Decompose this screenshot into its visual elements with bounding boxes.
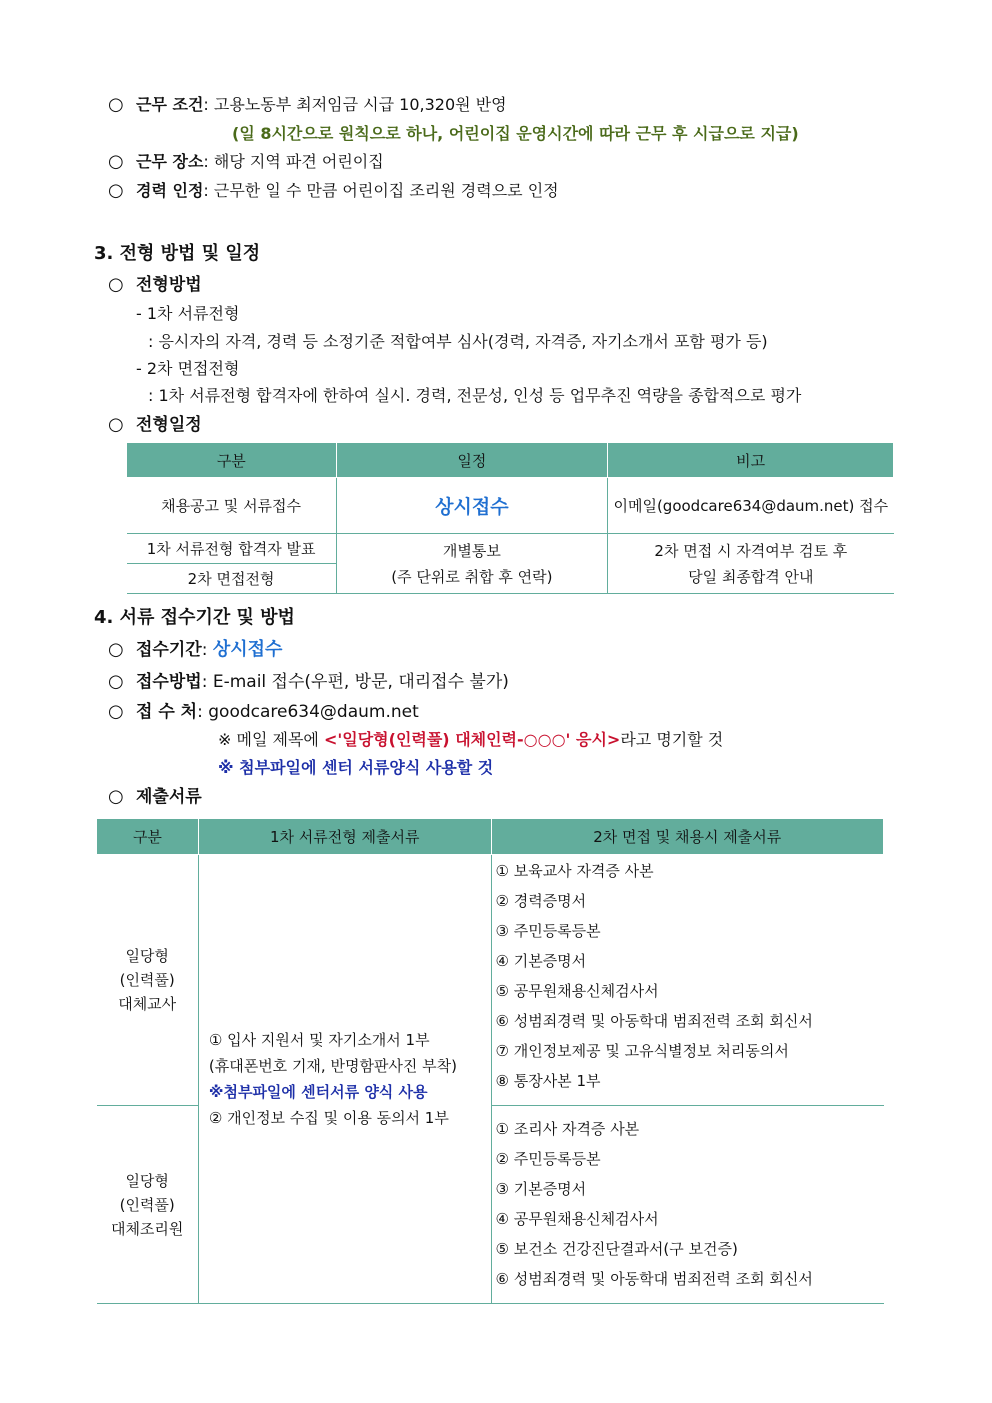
dest-line: ○ 접 수 처: goodcare634@daum.net: [108, 701, 419, 722]
circle-bullet-icon: ○: [108, 701, 124, 722]
circle-bullet-icon: ○: [108, 274, 124, 295]
list-item: ⑤ 공무원채용신체검사서: [495, 982, 659, 1000]
category-line: 대체교사: [118, 995, 177, 1013]
schedule-sched-line: (주 단위로 취합 후 연락): [391, 567, 553, 586]
docs-cook-list: [491, 1106, 884, 1304]
schedule-heading: [108, 410, 202, 435]
work-career: ○ 경력 인정: 근무한 일 수 만큼 어린이집 조리원 경력으로 인정: [108, 180, 559, 201]
submit-method-value: E-mail 접수(우편, 방문, 대리접수 불가): [212, 672, 509, 692]
list-item: ⑦ 개인정보제공 및 고유식별정보 처리동의서: [495, 1042, 789, 1060]
circle-bullet-icon: ○: [108, 786, 124, 807]
list-item: ⑤ 보건소 건강진단결과서(구 보건증): [495, 1240, 738, 1258]
note2: ※ 첨부파일에 센터 서류양식 사용할 것: [218, 758, 494, 777]
category-line: 일당형: [125, 1171, 169, 1190]
list-item: ④ 기본증명서: [495, 952, 587, 970]
circle-bullet-icon: ○: [108, 94, 124, 115]
schedule-sched-line: 개별통보: [442, 541, 501, 560]
list-item: ② 경력증명서: [495, 892, 587, 910]
step2: - 2차 면접전형: [136, 359, 240, 378]
schedule-header-date: 일정: [336, 443, 608, 478]
docs-category-teacher: [97, 855, 199, 1106]
docs-header-second: 2차 면접 및 채용시 제출서류: [491, 819, 884, 855]
section-4-title: 4. 서류 접수기간 및 방법: [94, 607, 295, 628]
work-cond-value: 고용노동부 최저임금 시급 10,320원 반영: [213, 95, 507, 114]
step2-desc: : 1차 서류전형 합격자에 한하여 실시. 경력, 전문성, 인성 등 업무추진 역량을 종합적으로 평가: [148, 386, 802, 405]
submit-method-label: 접수방법: [136, 672, 202, 692]
method-label: 전형방법: [136, 275, 202, 295]
schedule-cell: 채용공고 및 서류접수: [127, 478, 337, 534]
list-item: ② 주민등록등본: [495, 1150, 601, 1168]
note1: [218, 727, 723, 750]
work-cond-note: (일 8시간으로 원칙으로 하나, 어린이집 운영시간에 따라 근무 후 시급으로 지급): [232, 124, 799, 143]
circle-bullet-icon: ○: [108, 180, 124, 201]
schedule-cell: [608, 534, 894, 594]
list-item: ① 조리사 자격증 사본: [495, 1120, 640, 1138]
work-cond-label: 근무 조건: [136, 95, 204, 114]
docs-heading: [108, 782, 202, 807]
schedule-cell: [336, 534, 608, 594]
note1-highlight: <'일당형(인력풀) 대체인력-○○○' 응시>: [323, 730, 621, 749]
table-row: [97, 855, 884, 1106]
note1-post: 라고 명기할 것: [620, 730, 724, 749]
docs-label: 제출서류: [136, 787, 202, 807]
first-doc-note: ※첨부파일에 센터서류 양식 사용: [208, 1083, 428, 1101]
category-line: 일당형: [125, 947, 169, 965]
first-doc-line: ② 개인정보 수집 및 이용 동의서 1부: [208, 1109, 449, 1127]
period-label: 접수기간: [136, 640, 202, 660]
schedule-cell-highlight: 상시접수: [336, 478, 608, 534]
category-line: (인력풀): [119, 1195, 175, 1214]
list-item: ⑥ 성범죄경력 및 아동학대 범죄전력 조회 회신서: [495, 1012, 813, 1030]
method-line: ○ 접수방법: E-mail 접수(우편, 방문, 대리접수 불가): [108, 671, 509, 692]
schedule-table: [126, 442, 894, 594]
period-value: 상시접수: [212, 639, 283, 660]
docs-first-stage: [198, 855, 491, 1304]
step1: - 1차 서류전형: [136, 304, 240, 323]
category-line: (인력풀): [119, 971, 175, 989]
list-item: ④ 공무원채용신체검사서: [495, 1210, 659, 1228]
schedule-cell: 이메일(goodcare634@daum.net) 접수: [608, 478, 894, 534]
list-item: ① 보육교사 자격증 사본: [495, 862, 654, 880]
schedule-cell: 2차 면접전형: [127, 564, 337, 594]
first-doc-line: ① 입사 지원서 및 자기소개서 1부: [208, 1031, 430, 1049]
work-career-label: 경력 인정: [136, 181, 204, 200]
work-career-value: 근무한 일 수 만큼 어린이집 조리원 경력으로 인정: [213, 181, 559, 200]
docs-category-cook: [97, 1106, 199, 1304]
list-item: ③ 기본증명서: [495, 1180, 587, 1198]
step1-desc: : 응시자의 자격, 경력 등 소정기준 적합여부 심사(경력, 자격증, 자기소개서 포함 평가 등): [148, 332, 768, 351]
circle-bullet-icon: ○: [108, 151, 124, 172]
work-place-label: 근무 장소: [136, 152, 204, 171]
list-item: ③ 주민등록등본: [495, 922, 601, 940]
docs-table: [96, 818, 884, 1304]
schedule-header-category: 구분: [127, 443, 337, 478]
work-cond: ○ 근무 조건: 고용노동부 최저임금 시급 10,320원 반영: [108, 94, 507, 115]
dest-value: goodcare634@daum.net: [208, 702, 419, 722]
docs-teacher-list: [491, 855, 884, 1106]
docs-header-first: 1차 서류전형 제출서류: [198, 819, 491, 855]
circle-bullet-icon: ○: [108, 671, 124, 692]
work-place: ○ 근무 장소: 해당 지역 파견 어린이집: [108, 151, 384, 172]
method-heading: [108, 270, 202, 295]
dest-label: 접 수 처: [136, 702, 198, 722]
first-doc-line: (휴대폰번호 기재, 반명함판사진 부착): [208, 1057, 458, 1075]
schedule-header-note: 비고: [608, 443, 894, 478]
category-line: 대체조리원: [110, 1219, 184, 1238]
table-row: [127, 534, 894, 564]
schedule-cell: 1차 서류전형 합격자 발표: [127, 534, 337, 564]
section-3-title: 3. 전형 방법 및 일정: [94, 243, 261, 264]
schedule-label: 전형일정: [136, 415, 202, 435]
work-place-value: 해당 지역 파견 어린이집: [213, 152, 384, 171]
list-item: ⑧ 통장사본 1부: [495, 1072, 601, 1090]
note1-pre: ※ 메일 제목에: [218, 730, 324, 749]
list-item: ⑥ 성범죄경력 및 아동학대 범죄전력 조회 회신서: [495, 1270, 813, 1288]
circle-bullet-icon: ○: [108, 414, 124, 435]
table-row: [127, 478, 894, 534]
circle-bullet-icon: ○: [108, 639, 124, 660]
docs-header-category: 구분: [97, 819, 199, 855]
schedule-note-line: 당일 최종합격 안내: [688, 567, 814, 586]
schedule-note-line: 2차 면접 시 자격여부 검토 후: [654, 541, 848, 560]
period-line: ○ 접수기간: 상시접수: [108, 639, 283, 660]
